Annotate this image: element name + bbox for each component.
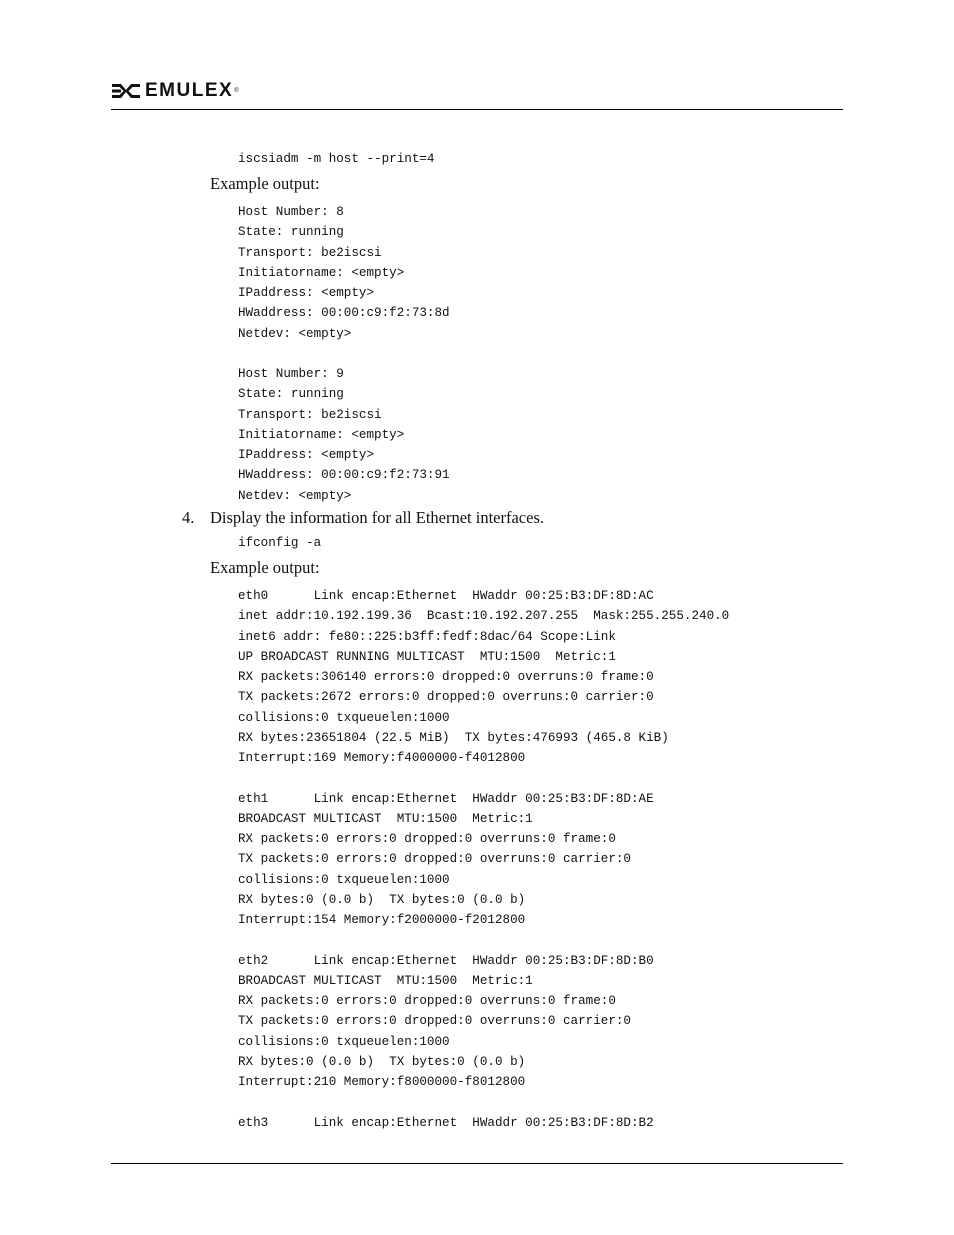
step-number: 4. (182, 508, 195, 527)
host-output-block: Host Number: 8 State: running Transport: be2iscsi Initiatorname: <empty> IPaddress: <empty> HWaddress: 00:00:c9:f2:73:8d Netdev: <empty> Host Number: 9 State: running Transport: be2iscsi Initiatorname: <empty> IPaddress: <empty> HWaddress: 00:00:c9:f2:73:91 Netdev: <empty> (238, 205, 450, 503)
logo-wordmark: EMULEX (145, 80, 234, 101)
footer-rule (111, 1163, 843, 1164)
emulex-logo (111, 81, 239, 101)
example-output-label: Example output: (210, 174, 320, 193)
example-output-label: Example output: (210, 558, 320, 577)
ifconfig-output-block: eth0 Link encap:Ethernet HWaddr 00:25:B3:DF:8D:AC inet addr:10.192.199.36 Bcast:10.192.207.255 Mask:255.255.240.0 inet6 addr: fe80::225:b3ff:fedf:8dac/64 Scope:Link UP BROADCAST RUNNING MULTICAST MTU:1500 Metric:1 RX packets:306140 errors:0 dropped:0 overruns:0 frame:0 TX packets:2672 errors:0 dropped:0 overruns:0 carrier:0 collisions:0 txqueuelen:1000 RX bytes:23651804 (22.5 MiB) TX bytes:476993 (465.8 KiB) Interrupt:169 Memory:f4000000-f4012800 eth1 Link encap:Ethernet HWaddr 00:25:B3:DF:8D:AE BROADCAST MULTICAST MTU:1500 Metric:1 RX packets:0 errors:0 dropped:0 overruns:0 frame:0 TX packets:0 errors:0 dropped:0 overruns:0 carrier:0 collisions:0 txqueuelen:1000 RX bytes:0 (0.0 b) TX bytes:0 (0.0 b) Interrupt:154 Memory:f2000000-f2012800 eth2 Link encap:Ethernet HWaddr 00:25:B3:DF:8D:B0 BROADCAST MULTICAST MTU:1500 Metric:1 RX packets:0 errors:0 dropped:0 overruns:0 frame:0 TX packets:0 errors:0 dropped:0 overruns:0 carrier:0 collisions:0 txqueuelen:1000 RX bytes:0 (0.0 b) TX bytes:0 (0.0 b) Interrupt:210 Memory:f8000000-f8012800 eth3 Link encap:Ethernet HWaddr 00:25:B3:DF:8D:B2 (238, 589, 730, 1130)
command-iscsiadm-host: iscsiadm -m host --print=4 (238, 152, 435, 166)
page-header (111, 78, 843, 110)
emulex-mark-icon (111, 82, 141, 100)
step-text: Display the information for all Ethernet interfaces. (210, 508, 545, 527)
command-ifconfig: ifconfig -a (238, 536, 322, 550)
logo-trademark: ® (234, 88, 239, 94)
